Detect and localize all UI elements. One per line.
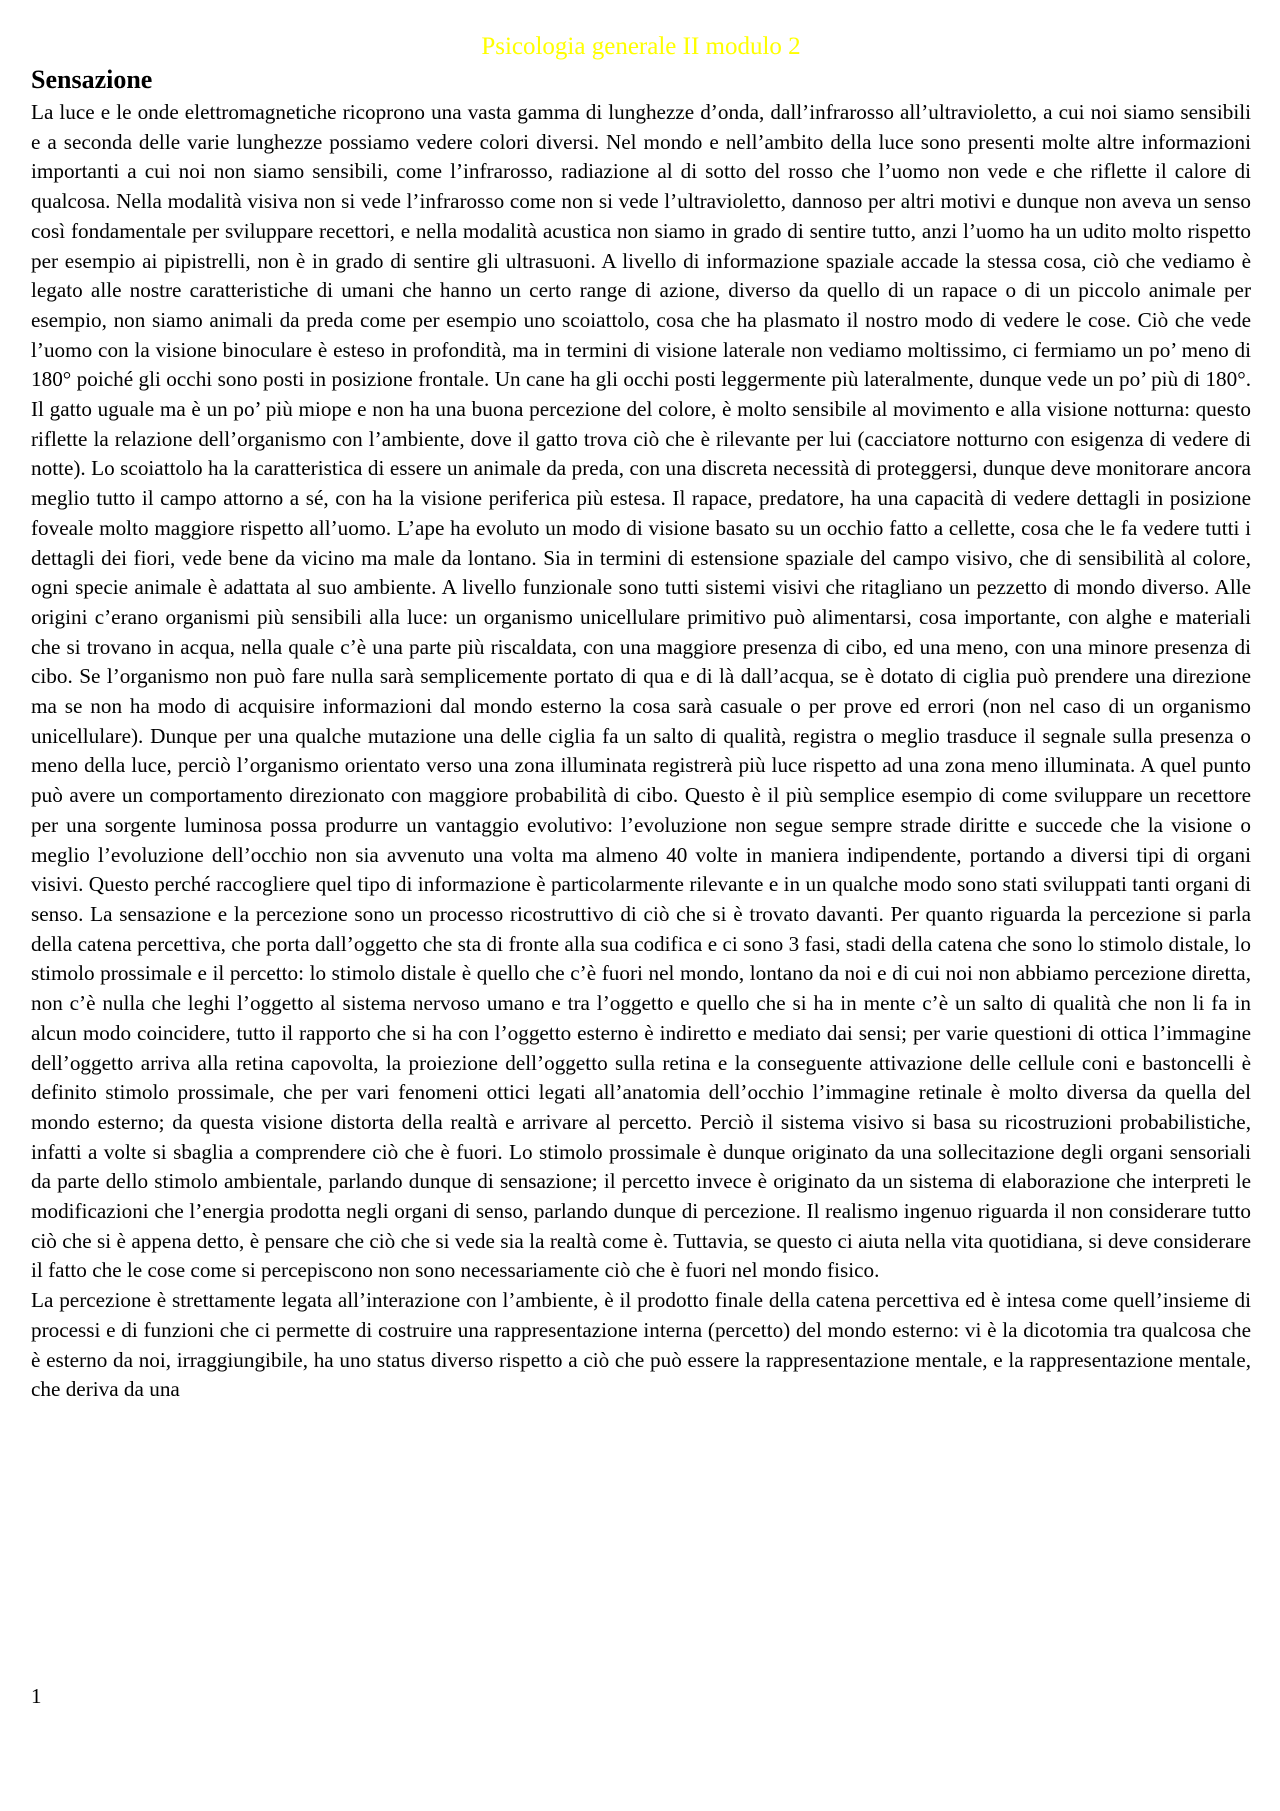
- document-title: Psicologia generale II modulo 2: [481, 33, 801, 60]
- body-paragraph-1: La luce e le onde elettromagnetiche ricoprono una vasta gamma di lunghezze d’onda, dall’infrarosso all’ultravioletto, a cui noi siamo sensibili e a seconda delle varie lunghezze possiamo vedere colori diversi. Nel mondo e nell’ambito della luce sono presenti molte altre informazioni importanti a cui noi non siamo sensibili, come l’infrarosso, radiazione al di sotto del rosso che l’uomo non vede e che riflette il calore di qualcosa. Nella modalità visiva non si vede l’infrarosso come non si vede l’ultravioletto, dannoso per altri motivi e dunque non aveva un senso così fondamentale per sviluppare recettori, e nella modalità acustica non siamo in grado di sentire tutto, anzi l’uomo ha un udito molto rispetto per esempio ai pipistrelli, non è in grado di sentire gli ultrasuoni. A livello di informazione spaziale accade la stessa cosa, ciò che vediamo è legato alle nostre caratteristiche di umani che hanno un certo range di azione, diverso da quello di un rapace o di un piccolo animale per esempio, non siamo animali da preda come per esempio uno scoiattolo, cosa che ha plasmato il nostro modo di vedere le cose. Ciò che vede l’uomo con la visione binoculare è esteso in profondità, ma in termini di visione laterale non vediamo moltissimo, ci fermiamo un po’ meno di 180° poiché gli occhi sono posti in posizione frontale. Un cane ha gli occhi posti leggermente più lateralmente, dunque vede un po’ più di 180°. Il gatto uguale ma è un po’ più miope e non ha una buona percezione del colore, è molto sensibile al movimento e alla visione notturna: questo riflette la relazione dell’organismo con l’ambiente, dove il gatto trova ciò che è rilevante per lui (cacciatore notturno con esigenza di vedere di notte). Lo scoiattolo ha la caratteristica di essere un animale da preda, con una discreta necessità di proteggersi, dunque deve monitorare ancora meglio tutto il campo attorno a sé, con ha la visione periferica più estesa. Il rapace, predatore, ha una capacità di vedere dettagli in posizione foveale molto maggiore rispetto all’uomo. L’ape ha evoluto un modo di visione basato su un occhio fatto a cellette, cosa che le fa vedere tutti i dettagli dei fiori, vede bene da vicino ma male da lontano. Sia in termini di estensione spaziale del campo visivo, che di sensibilità al colore, ogni specie animale è adattata al suo ambiente. A livello funzionale sono tutti sistemi visivi che ritagliano un pezzetto di mondo diverso. Alle origini c’erano organismi più sensibili alla luce: un organismo unicellulare primitivo può alimentarsi, cosa importante, con alghe e materiali che si trovano in acqua, nella quale c’è una parte più riscaldata, con una maggiore presenza di cibo, ed una meno, con una minore presenza di cibo. Se l’organismo non può fare nulla sarà semplicemente portato di qua e di là dall’acqua, se è dotato di ciglia può prendere una direzione ma se non ha modo di acquisire informazioni dal mondo esterno la cosa sarà casuale o per prove ed errori (non nel caso di un organismo unicellulare). Dunque per una qualche mutazione una delle ciglia fa un salto di qualità, registra o meglio trasduce il segnale sulla presenza o meno della luce, perciò l’organismo orientato verso una zona illuminata registrerà più luce rispetto ad una zona meno illuminata. A quel punto può avere un comportamento direzionato con maggiore probabilità di cibo. Questo è il più semplice esempio di come sviluppare un recettore per una sorgente luminosa possa produrre un vantaggio evolutivo: l’evoluzione non segue sempre strade diritte e succede che la visione o meglio l’evoluzione dell’occhio non sia avvenuto una volta ma almeno 40 volte in maniera indipendente, portando a diversi tipi di organi visivi. Questo perché raccogliere quel tipo di informazione è particolarmente rilevante e in un qualche modo sono stati sviluppati tanti organi di senso. La sensazione e la percezione sono un processo ricostruttivo di ciò che si è trovato davanti. Per quanto riguarda la percezione si parla della catena percettiva, che porta dall’oggetto che sta di fronte alla sua codifica e ci sono 3 fasi, stadi della catena che sono lo stimolo distale, lo stimolo prossimale e il percetto: lo stimolo distale è quello che c’è fuori nel mondo, lontano da noi e di cui noi non abbiamo percezione diretta, non c’è nulla che leghi l’oggetto al sistema nervoso umano e tra l’oggetto e quello che si ha in mente c’è un salto di qualità che non li fa in alcun modo coincidere, tutto il rapporto che si ha con l’oggetto esterno è indiretto e mediato dai sensi; per varie questioni di ottica l’immagine dell’oggetto arriva alla retina capovolta, la proiezione dell’oggetto sulla retina e la conseguente attivazione delle cellule coni e bastoncelli è definito stimolo prossimale, che per vari fenomeni ottici legati all’anatomia dell’occhio l’immagine retinale è molto diversa da quella del mondo esterno; da questa visione distorta della realtà e arrivare al percetto. Perciò il sistema visivo si basa su ricostruzioni probabilistiche, infatti a volte si sbaglia a comprendere ciò che è fuori. Lo stimolo prossimale è dunque originato da una sollecitazione degli organi sensoriali da parte dello stimolo ambientale, parlando dunque di sensazione; il percetto invece è originato da un sistema di elaborazione che interpreti le modificazioni che l’energia prodotta negli organi di senso, parlando dunque di percezione. Il realismo ingenuo riguarda il non considerare tutto ciò che si è appena detto, è pensare che ciò che si vede sia la realtà come è. Tuttavia, se questo ci aiuta nella vita quotidiana, si deve considerare il fatto che le cose come si percepiscono non sono necessariamente ciò che è fuori nel mondo fisico.: [31, 100, 1251, 1283]
- section-heading: Sensazione: [31, 65, 153, 94]
- body-paragraph-2: La percezione è strettamente legata all’interazione con l’ambiente, è il prodotto finale della catena percettiva ed è intesa come quell’insieme di processi e di funzioni che ci permette di costruire una rappresentazione interna (percetto) del mondo esterno: vi è la dicotomia tra qualcosa che è esterno da noi, irraggiungibile, ha uno status diverso rispetto a ciò che può essere la rappresentazione mentale, e la rappresentazione mentale, che deriva da una: [31, 1288, 1251, 1402]
- page-number: 1: [31, 1684, 42, 1708]
